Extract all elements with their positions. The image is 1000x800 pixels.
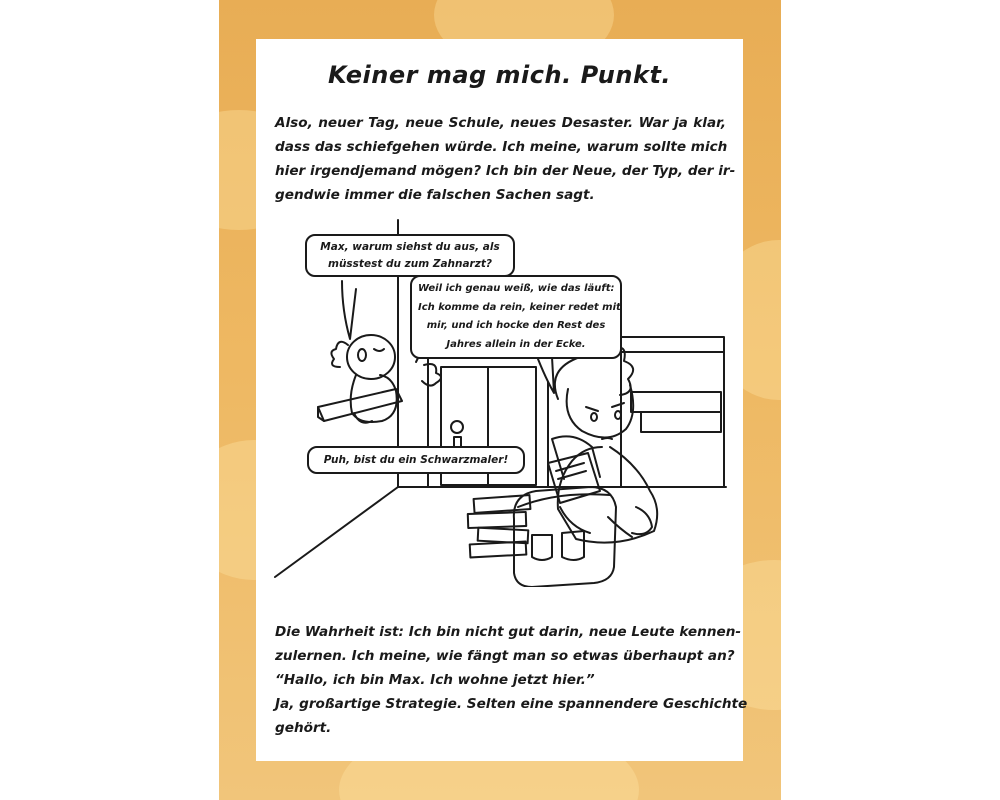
speech-bubble-chick-reply xyxy=(307,446,525,474)
bubble-line: müsstest du zum Zahnarzt? xyxy=(328,258,492,270)
text-line: dass das schiefgehen würde. Ich meine, warum sollte mich xyxy=(275,139,728,155)
bubble-line: Jahres allein in der Ecke. xyxy=(446,338,586,350)
outro-paragraph xyxy=(275,620,748,740)
page-title: Keiner mag mich. Punkt. xyxy=(327,61,672,89)
text-line: “Hallo, ich bin Max. Ich wohne jetzt hier.” xyxy=(275,672,595,688)
bubble-line: Puh, bist du ein Schwarzmaler! xyxy=(323,454,509,466)
speech-bubble-chick-question xyxy=(305,234,515,277)
book-page xyxy=(256,39,748,761)
text-line: zulernen. Ich meine, wie fängt man so etwas überhaupt an? xyxy=(275,648,735,664)
text-line: Ja, großartige Strategie. Selten eine spannendere Geschichte xyxy=(275,696,748,712)
comic-illustration xyxy=(256,217,743,587)
bubble-line: Ich komme da rein, keiner redet mit xyxy=(418,301,621,313)
bubble-line: Weil ich genau weiß, wie das läuft: xyxy=(418,283,615,294)
intro-paragraph xyxy=(275,111,736,207)
speech-bubble-max-answer xyxy=(410,275,622,359)
text-line: gehört. xyxy=(275,720,332,736)
text-line: Also, neuer Tag, neue Schule, neues Desaster. War ja klar, xyxy=(275,115,726,131)
text-line: hier irgendjemand mögen? Ich bin der Neue, der Typ, der ir- xyxy=(275,163,736,179)
bubble-line: Max, warum siehst du aus, als xyxy=(320,241,500,253)
text-line: Die Wahrheit ist: Ich bin nicht gut darin, neue Leute kennen- xyxy=(275,624,742,640)
bubble-line: mir, und ich hocke den Rest des xyxy=(426,320,606,331)
text-line: gendwie immer die falschen Sachen sagt. xyxy=(275,187,595,203)
